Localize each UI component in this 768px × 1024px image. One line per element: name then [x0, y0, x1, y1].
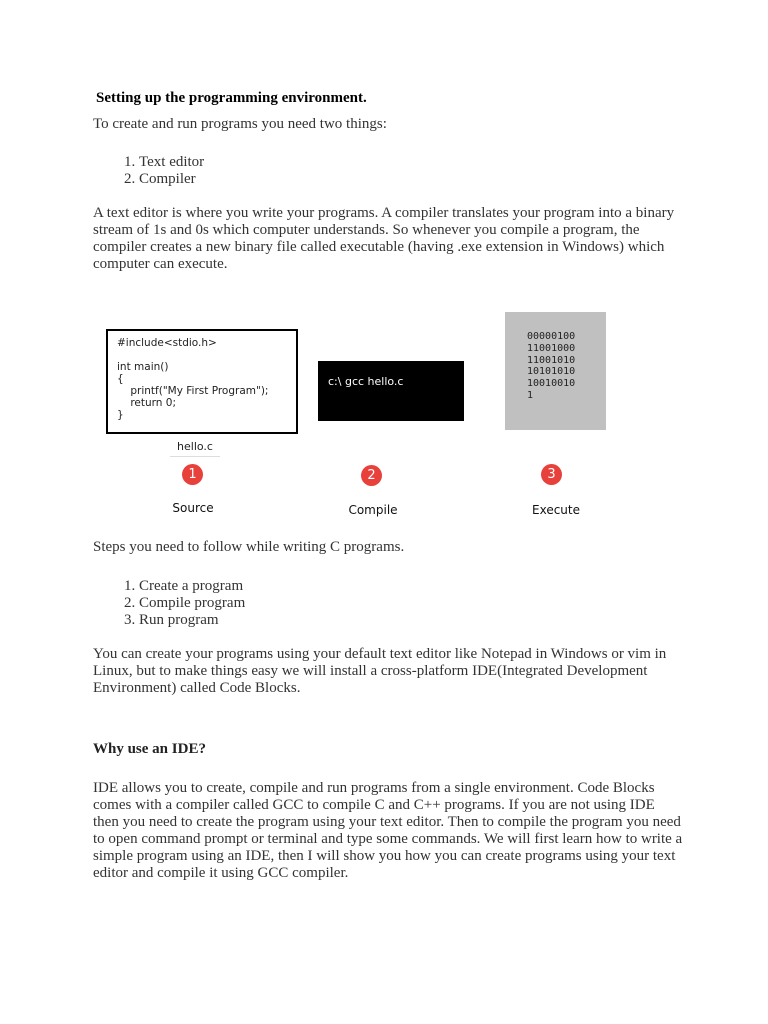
step-badge-source: 1: [182, 464, 203, 485]
why-ide-paragraph: IDE allows you to create, compile and run programs from a single environment. Code Blocks comes with a compiler called GCC to compile C and C++ programs. If you are not using IDE then you need to create the program using your text editor. Then to compile the program you need to open command prompt or terminal and type some commands. We will first learn how to write a simple program using an IDE, then I will show you how you can create programs using your text editor and compile it using GCC compiler.: [93, 780, 683, 881]
list-item: 2. Compile program: [139, 595, 683, 612]
binary-output-box: [505, 312, 606, 430]
list-item: 2. Compiler: [139, 171, 683, 188]
binary-line: 10010010: [527, 378, 576, 390]
needs-list: [93, 154, 683, 188]
step-label-source: Source: [172, 501, 214, 515]
step-badge-execute: 3: [541, 464, 562, 485]
compile-command: c:\ gcc hello.c: [328, 375, 404, 388]
source-code: #include<stdio.h> int main() { printf("My First Program"); return 0; }: [117, 337, 269, 421]
list-item: 1. Text editor: [139, 154, 683, 171]
source-code-box: [106, 329, 298, 434]
binary-line: 11001000: [527, 342, 576, 354]
intro-text: To create and run programs you need two things:: [93, 116, 387, 132]
step-badge-compile: 2: [361, 465, 382, 486]
list-item: 1. Create a program: [139, 578, 683, 595]
section-heading: Why use an IDE?: [93, 741, 206, 757]
step-label-execute: Execute: [532, 503, 580, 517]
page-title: Setting up the programming environment.: [96, 90, 367, 106]
binary-line: 1: [527, 389, 534, 401]
binary-line: 10101010: [527, 366, 576, 378]
step-label-compile: Compile: [348, 503, 398, 517]
steps-intro: Steps you need to follow while writing C programs.: [93, 539, 405, 555]
list-item: 3. Run program: [139, 612, 683, 629]
terminal-box: [318, 361, 464, 421]
file-name-label: hello.c: [170, 440, 220, 457]
explanation-paragraph: A text editor is where you write your programs. A compiler translates your program into a binary stream of 1s and 0s which computer understands. So whenever you compile a program, the compiler creates a new binary file called executable (having .exe extension in Windows) which computer can execute.: [93, 205, 675, 272]
binary-line: 00000100: [527, 331, 576, 342]
ide-paragraph: You can create your programs using your default text editor like Notepad in Windows or vim in Linux, but to make things easy we will install a cross-platform IDE(Integrated Development Environment) called Code Blocks.: [93, 646, 667, 696]
binary-line: 11001010: [527, 354, 576, 366]
steps-list: [93, 578, 683, 629]
